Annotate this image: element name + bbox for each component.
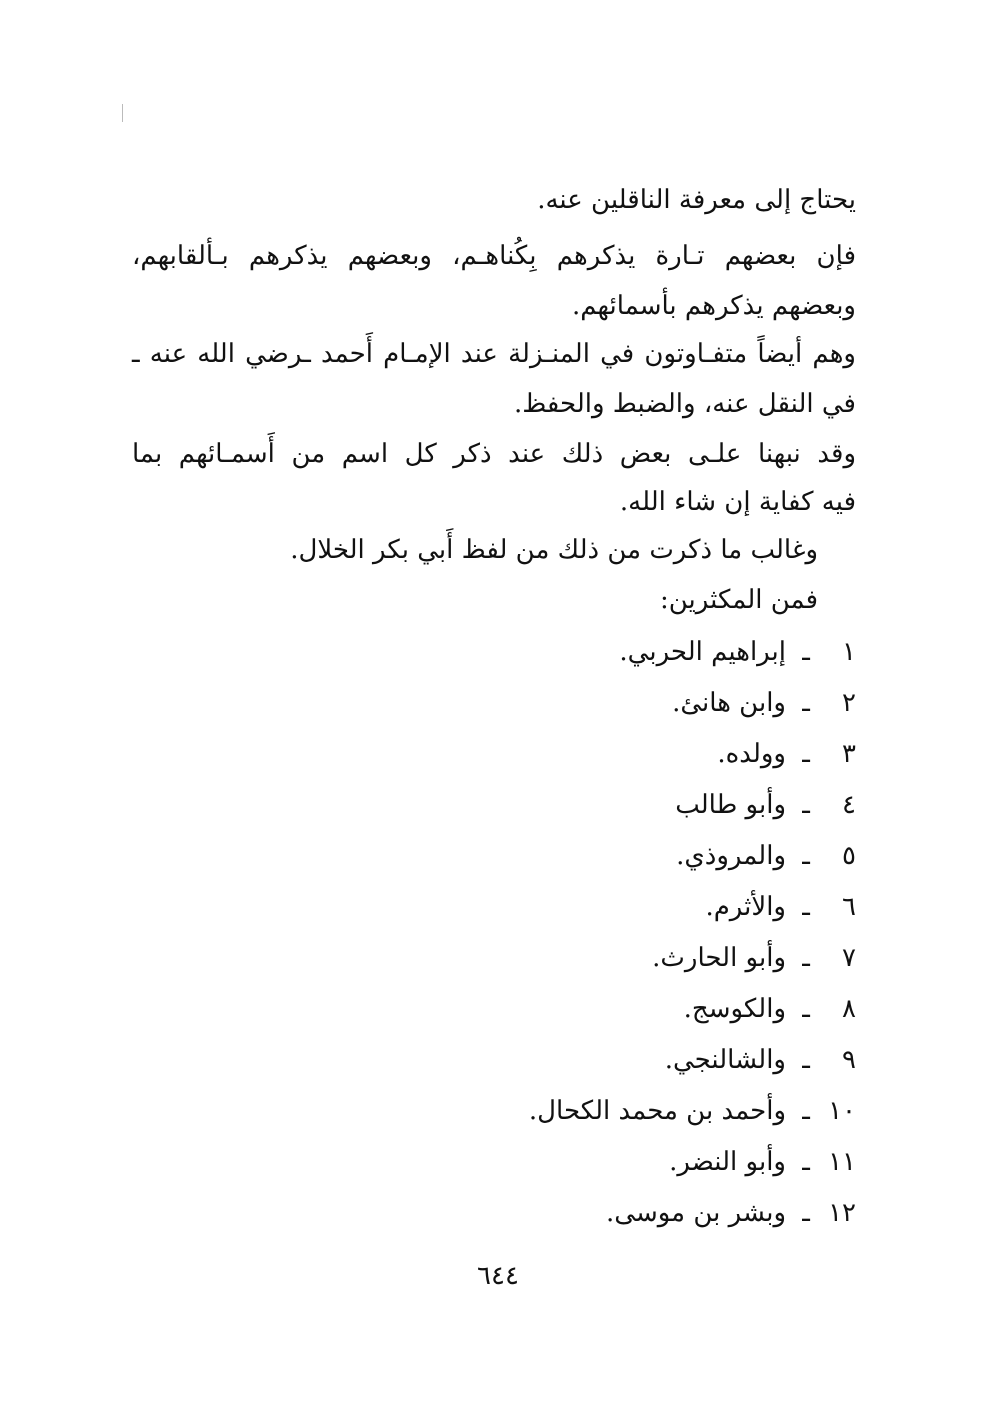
list-item (705, 887, 856, 927)
list-item-number: ٨ (842, 994, 856, 1024)
page-number: ٦٤٤ (477, 1261, 519, 1291)
list-item-number: ٧ (842, 943, 856, 973)
list-item-dash: ـ (802, 1147, 810, 1177)
list-item-dash: ـ (802, 943, 810, 973)
list-item-text: والأثرم. (705, 892, 786, 922)
list-item-text: وولده. (717, 739, 786, 769)
list-item-number: ١٢ (828, 1198, 856, 1228)
list-item-number: ٦ (842, 892, 856, 922)
list-item-number: ١١ (828, 1147, 856, 1177)
list-item (672, 683, 856, 723)
list-item-text: والكوسج. (683, 994, 786, 1024)
paragraph-line: وبعضهم يذكرهم بأسمائهم. (571, 291, 856, 321)
margin-mark (122, 104, 123, 122)
list-item (717, 734, 856, 774)
list-item (619, 632, 856, 672)
list-heading: فمن المكثرين: (659, 585, 818, 615)
list-item-dash: ـ (802, 1198, 810, 1228)
list-item-dash: ـ (802, 1045, 810, 1075)
paragraph-line: في النقل عنه، والضبط والحفظ. (513, 389, 856, 419)
list-item (665, 1040, 856, 1080)
list-item-text: إبراهيم الحربي. (619, 637, 786, 667)
list-item-dash: ـ (802, 994, 810, 1024)
list-item (652, 938, 856, 978)
list-item (669, 1142, 856, 1182)
paragraph-line: يحتاج إلى معرفة الناقلين عنه. (537, 185, 856, 215)
list-item-text: والمروذي. (676, 841, 786, 871)
list-item (675, 785, 856, 825)
list-item-text: وأبو طالب (675, 790, 786, 820)
list-item-number: ١ (842, 637, 856, 667)
list-item (676, 836, 856, 876)
list-item (606, 1193, 856, 1233)
list-item-text: وابن هانئ. (672, 688, 786, 718)
list-item-text: والشالنجي. (664, 1045, 786, 1075)
list-item-text: وبشر بن موسى. (606, 1198, 786, 1228)
paragraph-line: وهم أيضاً متفـاوتون في المنـزلة عند الإمـام أَحمد ـرضي الله عنه ـ (132, 339, 856, 369)
list-item-dash: ـ (802, 688, 810, 718)
paragraph-line: وغالب ما ذكرت من ذلك من لفظ أَبي بكر الخلال. (290, 535, 818, 565)
list-item-number: ٢ (842, 688, 856, 718)
list-item-text: وأبو النضر. (669, 1147, 786, 1177)
list-item-dash: ـ (802, 892, 810, 922)
list-item-dash: ـ (802, 739, 810, 769)
list-item-dash: ـ (802, 790, 810, 820)
list-item (529, 1091, 856, 1131)
list-item-dash: ـ (802, 1096, 810, 1126)
list-item-dash: ـ (802, 637, 810, 667)
list-item-number: ٣ (842, 739, 856, 769)
list-item-number: ٤ (842, 790, 856, 820)
list-item-text: وأحمد بن محمد الكحال. (528, 1096, 786, 1126)
paragraph-line: فإن بعضهم تـارة يذكرهم بِكُناهـم، وبعضهم يذكرهم بـألقابهم، (132, 241, 856, 271)
paragraph-line: فيه كفاية إن شاء الله. (619, 487, 856, 517)
list-item-number: ٩ (842, 1045, 856, 1075)
list-item-number: ١٠ (828, 1096, 856, 1126)
paragraph-line: وقد نبهنا علـى بعض ذلك عند ذكر كل اسم من أَسمـائهم بما (132, 439, 856, 469)
list-item-number: ٥ (842, 841, 856, 871)
list-item (684, 989, 856, 1029)
list-item-dash: ـ (802, 841, 810, 871)
list-item-text: وأبو الحارث. (652, 943, 786, 973)
